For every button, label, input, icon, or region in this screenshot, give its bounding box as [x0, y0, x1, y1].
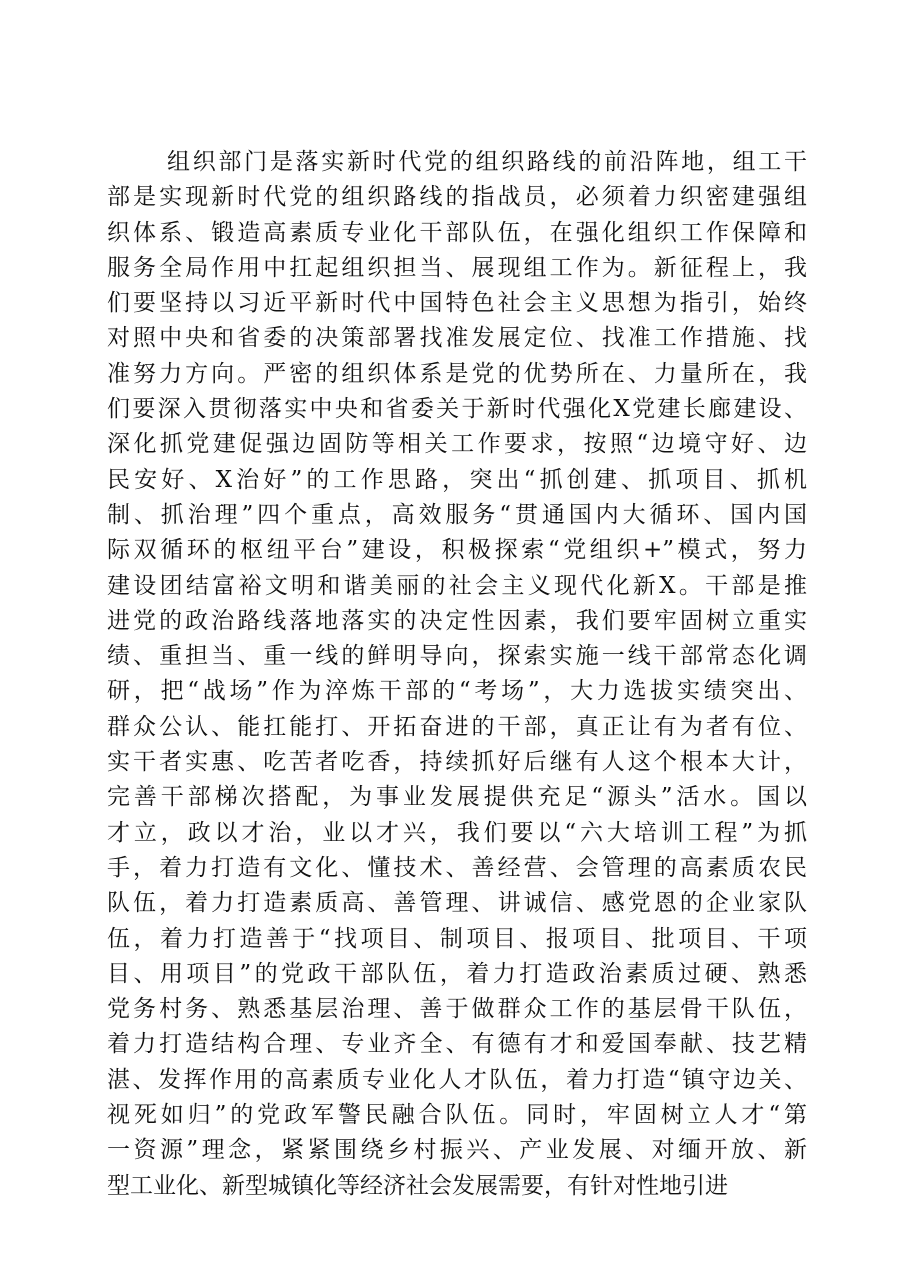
paragraph-line: 一资源”理念，紧紧围绕乡村振兴、产业发展、对缅开放、新 [107, 1137, 807, 1164]
paragraph-line: 们要坚持以习近平新时代中国特色社会主义思想为指引，始终 [107, 290, 807, 317]
paragraph-line: 绩、重担当、重一线的鲜明导向，探索实施一线干部常态化调 [107, 643, 807, 670]
paragraph-line: 对照中央和省委的决策部署找准发展定位、找准工作措施、找 [107, 325, 807, 352]
body-paragraph [107, 145, 807, 1204]
paragraph-line: 建设团结富裕文明和谐美丽的社会主义现代化新X。干部是推 [107, 572, 807, 599]
paragraph-line: 深化抓党建促强边固防等相关工作要求，按照“边境守好、边 [107, 431, 807, 458]
paragraph-line: 才立，政以才治，业以才兴，我们要以“六大培训工程”为抓 [107, 819, 807, 846]
paragraph-line: 伍，着力打造善于“找项目、制项目、报项目、批项目、干项 [107, 925, 807, 952]
paragraph-line: 完善干部梯次搭配，为事业发展提供充足“源头”活水。国以 [107, 784, 807, 811]
paragraph-line: 实干者实惠、吃苦者吃香，持续抓好后继有人这个根本大计， [107, 749, 807, 776]
paragraph-line: 民安好、X治好”的工作思路，突出“抓创建、抓项目、抓机 [107, 466, 807, 493]
paragraph-line: 研，把“战场”作为淬炼干部的“考场”，大力选拔实绩突出、 [107, 678, 807, 705]
paragraph-line: 群众公认、能扛能打、开拓奋进的干部，真正让有为者有位、 [107, 713, 807, 740]
paragraph-line: 组织部门是落实新时代党的组织路线的前沿阵地，组工干 [167, 149, 807, 175]
paragraph-line: 服务全局作用中扛起组织担当、展现组工作为。新征程上，我 [107, 254, 807, 281]
paragraph-line: 进党的政治路线落地落实的决定性因素，我们要牢固树立重实 [107, 607, 807, 634]
paragraph-line: 党务村务、熟悉基层治理、善于做群众工作的基层骨干队伍， [107, 996, 807, 1023]
paragraph-line: 部是实现新时代党的组织路线的指战员，必须着力织密建强组 [107, 184, 807, 211]
paragraph-line: 织体系、锻造高素质专业化干部队伍，在强化组织工作保障和 [107, 219, 807, 246]
paragraph-line: 型工业化、新型城镇化等经济社会发展需要，有针对性地引进 [107, 1172, 728, 1199]
paragraph-line: 制、抓治理”四个重点，高效服务“贯通国内大循环、国内国 [107, 501, 807, 528]
paragraph-line: 目、用项目”的党政干部队伍，着力打造政治素质过硬、熟悉 [107, 960, 807, 987]
paragraph-line: 视死如归”的党政军警民融合队伍。同时，牢固树立人才“第 [107, 1102, 807, 1129]
paragraph-line: 湛、发挥作用的高素质专业化人才队伍，着力打造“镇守边关、 [107, 1066, 807, 1093]
paragraph-line: 际双循环的枢纽平台”建设，积极探索“党组织+”模式，努力 [107, 537, 807, 564]
paragraph-line: 们要深入贯彻落实中央和省委关于新时代强化X党建长廊建设、 [107, 396, 807, 423]
paragraph-line: 着力打造结构合理、专业齐全、有德有才和爱国奉献、技艺精 [107, 1031, 807, 1058]
paragraph-line: 手，着力打造有文化、懂技术、善经营、会管理的高素质农民 [107, 854, 807, 881]
paragraph-line: 准努力方向。严密的组织体系是党的优势所在、力量所在，我 [107, 360, 807, 387]
paragraph-line: 队伍，着力打造素质高、善管理、讲诚信、感党恩的企业家队 [107, 890, 807, 917]
